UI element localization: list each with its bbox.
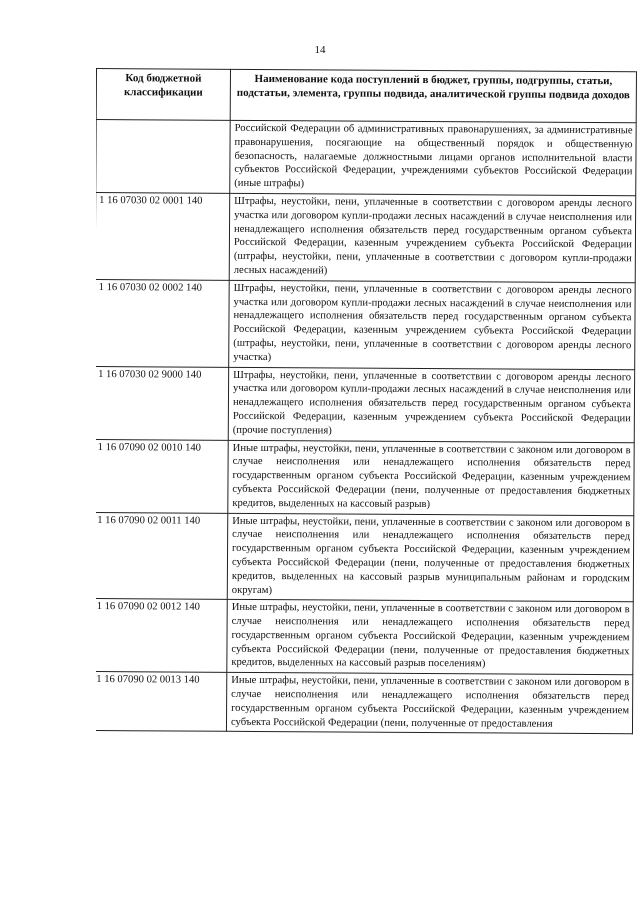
row-code: 1 16 07090 02 0012 140 bbox=[96, 599, 227, 673]
table-row bbox=[96, 599, 633, 675]
row-description: Штрафы, неустойки, пени, уплаченные в соответствии с договором аренды лесного участка или договором купли-продажи лесных насаждений в случае неисполнения или ненадлежащего исполнения обязательств перед государственным органом субъекта Российской Федерации, казенным учреждением субъекта Российской Федерации (прочие поступления) bbox=[228, 367, 634, 442]
row-code: 1 16 07030 02 9000 140 bbox=[96, 366, 229, 440]
column-header-name: Наименование кода поступлений в бюджет, группы, подгруппы, статьи, подстатьи, элемента, группы подвида, аналитической группы подвида доходов bbox=[230, 69, 636, 122]
table-row bbox=[96, 439, 634, 515]
row-code bbox=[96, 120, 230, 194]
row-description: Иные штрафы, неустойки, пени, уплаченные в соответствии с законом или договором в случае неисполнения или ненадлежащего исполнения обязательств перед государственным органом субъекта Российской Федерации, казенным учреждением субъекта Российской Федерации (пени, полученные от предоставления бюджетных кредитов, выделенных на кассовый разрыв муниципальным районам и городским округам) bbox=[227, 513, 634, 602]
row-description: Иные штрафы, неустойки, пени, уплаченные в соответствии с законом или договором в случае неисполнения или ненадлежащего исполнения обязательств перед государственным органом субъекта Российской Федерации, казенным учреждением субъекта Российской Федерации (пени, полученные от предоставления бюджетных кредитов, выделенных на кассовый разрыв поселениям) bbox=[227, 600, 633, 675]
table-row bbox=[96, 192, 636, 282]
row-code: 1 16 07090 02 0013 140 bbox=[96, 672, 227, 732]
table-row bbox=[96, 672, 633, 734]
row-description: Штрафы, неустойки, пени, уплаченные в соответствии с договором аренды лесного участка или договором купли-продажи лесных насаждений в случае неисполнения или ненадлежащего исполнения обязательств перед государственным органом субъекта Российской Федерации, казенным учреждением субъекта Российской Федерации (штрафы, неустойки, пени, уплаченные в соответствии с договором купли-продажи лесных насаждений) bbox=[229, 193, 636, 282]
table-row bbox=[96, 366, 635, 442]
row-code: 1 16 07030 02 0002 140 bbox=[96, 279, 229, 367]
budget-classification-table bbox=[96, 68, 637, 735]
row-description: Штрафы, неустойки, пени, уплаченные в соответствии с договором аренды лесного участка или договором купли-продажи лесных насаждений в случае неисполнения или ненадлежащего исполнения обязательств перед государственным органом субъекта Российской Федерации, казенным учреждением субъекта Российской Федерации (штрафы, неустойки, пени, уплаченные в соответствии с договором аренды лесного участка) bbox=[229, 280, 636, 369]
table-row bbox=[96, 279, 635, 369]
row-code: 1 16 07090 02 0010 140 bbox=[96, 439, 228, 513]
table-row bbox=[96, 120, 636, 196]
row-description: Иные штрафы, неустойки, пени, уплаченные в соответствии с законом или договором в случае неисполнения или ненадлежащего исполнения обязательств перед государственным органом субъекта Российской Федерации, казенным учреждением субъекта Российской Федерации (пени, полученные от предоставления бюджетных кредитов, выделенных на кассовый разрыв) bbox=[228, 440, 634, 515]
table-header-row bbox=[96, 69, 636, 123]
row-code: 1 16 07030 02 0001 140 bbox=[96, 192, 230, 280]
table-row bbox=[96, 512, 634, 602]
row-description: Российской Федерации об административных правонарушениях, за административные правонарушения, посягающие на общественный порядок и общественную безопасность, налагаемые должностными лицами органов исполнительной власти субъектов Российской Федерации, учреждениями субъектов Российской Федерации (иные штрафы) bbox=[230, 120, 636, 195]
row-code: 1 16 07090 02 0011 140 bbox=[96, 512, 228, 600]
row-description: Иные штрафы, неустойки, пени, уплаченные в соответствии с законом или договором в случае неисполнения или ненадлежащего исполнения обязательств перед государственным органом субъекта Российской Федерации, казенным учреждением субъекта Российской Федерации (пени, полученные от предоставления bbox=[226, 673, 632, 735]
column-header-code: Код бюджетной классификации bbox=[96, 69, 230, 121]
budget-classification-table-container bbox=[96, 68, 640, 905]
page-number: 14 bbox=[314, 44, 326, 56]
